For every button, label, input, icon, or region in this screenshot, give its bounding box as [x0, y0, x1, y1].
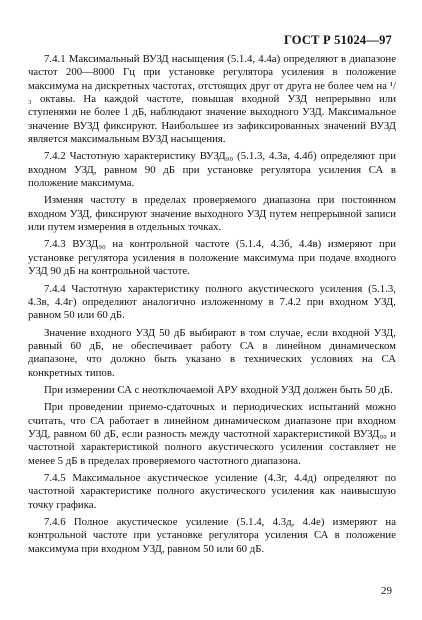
paragraph-7-4-1: 7.4.1 Максимальный ВУЗД насыщения (5.1.4, 4.4а) определяют в диапазоне частот 200—8000 Гц при установке регулятора усиления в положение максимума на дискретных частотах, отстоящих друг от друга не более чем на ¹/₃ октавы. На каждой частоте, повышая входной УЗД непрерывно или ступенями не более 1 дБ, наблюдают значение выходного УЗД. Максимальное значение ВУЗД фиксируют. Наибольшее из зафиксированных значений ВУЗД является максимальным ВУЗД насыщения. [28, 53, 396, 146]
paragraph-aru-measurement: При измерении СА с неотключаемой АРУ входной УЗД должен быть 50 дБ. [44, 383, 393, 396]
paragraph-7-4-5: 7.4.5 Максимальное акустическое усиление (4.3г, 4.4д) определяют по частотной характеристике полного акустического усиления как наивысшую точку графика. [28, 471, 396, 511]
paragraph-7-4-6: 7.4.6 Полное акустическое усиление (5.1.4, 4.3д, 4.4е) измеряют на контрольной частоте при установке регулятора усиления СА в положение максимума при входном УЗД, равном 50 или 60 дБ. [28, 516, 396, 555]
paragraph-input-level-choice: Значение входного УЗД 50 дБ выбирают в том случае, если входной УЗД, равный 60 дБ, не обеспечивает работу СА в линейном динамическом диапазоне, что должно быть указано в технических условиях на СА конкретных типов. [28, 326, 396, 379]
paragraph-frequency-change: Изменяя частоту в пределах проверяемого диапазона при постоянном входном УЗД, фиксируют значение выходного УЗД путем непрерывной записи или путем измерения в отдельных точках. [28, 194, 396, 234]
paragraph-7-4-4: 7.4.4 Частотную характеристику полного акустического усиления (5.1.3, 4.3в, 4.4г) определяют аналогично изложенному в 7.4.2 при входном УЗД, равном 50 или 60 дБ. [28, 282, 396, 322]
paragraph-7-4-2: 7.4.2 Частотную характеристику ВУЗД₉₀ (5.1.3, 4.3а, 4.4б) определяют при входном УЗД, равном 90 дБ при установке регулятора усиления СА в положение максимума. [28, 150, 396, 190]
page-number: 29 [381, 585, 392, 597]
standard-header: ГОСТ Р 51024—97 [283, 33, 392, 47]
document-body [28, 53, 396, 560]
paragraph-7-4-3: 7.4.3 ВУЗД₉₀ на контрольной частоте (5.1.4, 4.3б, 4.4в) измеряют при установке регулятора усиления в положение максимума при подаче входного УЗД 90 дБ на контрольной частоте. [28, 238, 396, 278]
paragraph-acceptance-tests: При проведении приемо-сдаточных и периодических испытаний можно считать, что СА работает в линейном динамическом диапазоне при входном УЗД, равном 60 дБ, если разность между частотной характеристикой ВУЗД₉₀ и частотной характеристикой полного акустического усиления составляет не менее 5 дБ в пределах проверяемого частотного диапазона. [28, 401, 396, 467]
